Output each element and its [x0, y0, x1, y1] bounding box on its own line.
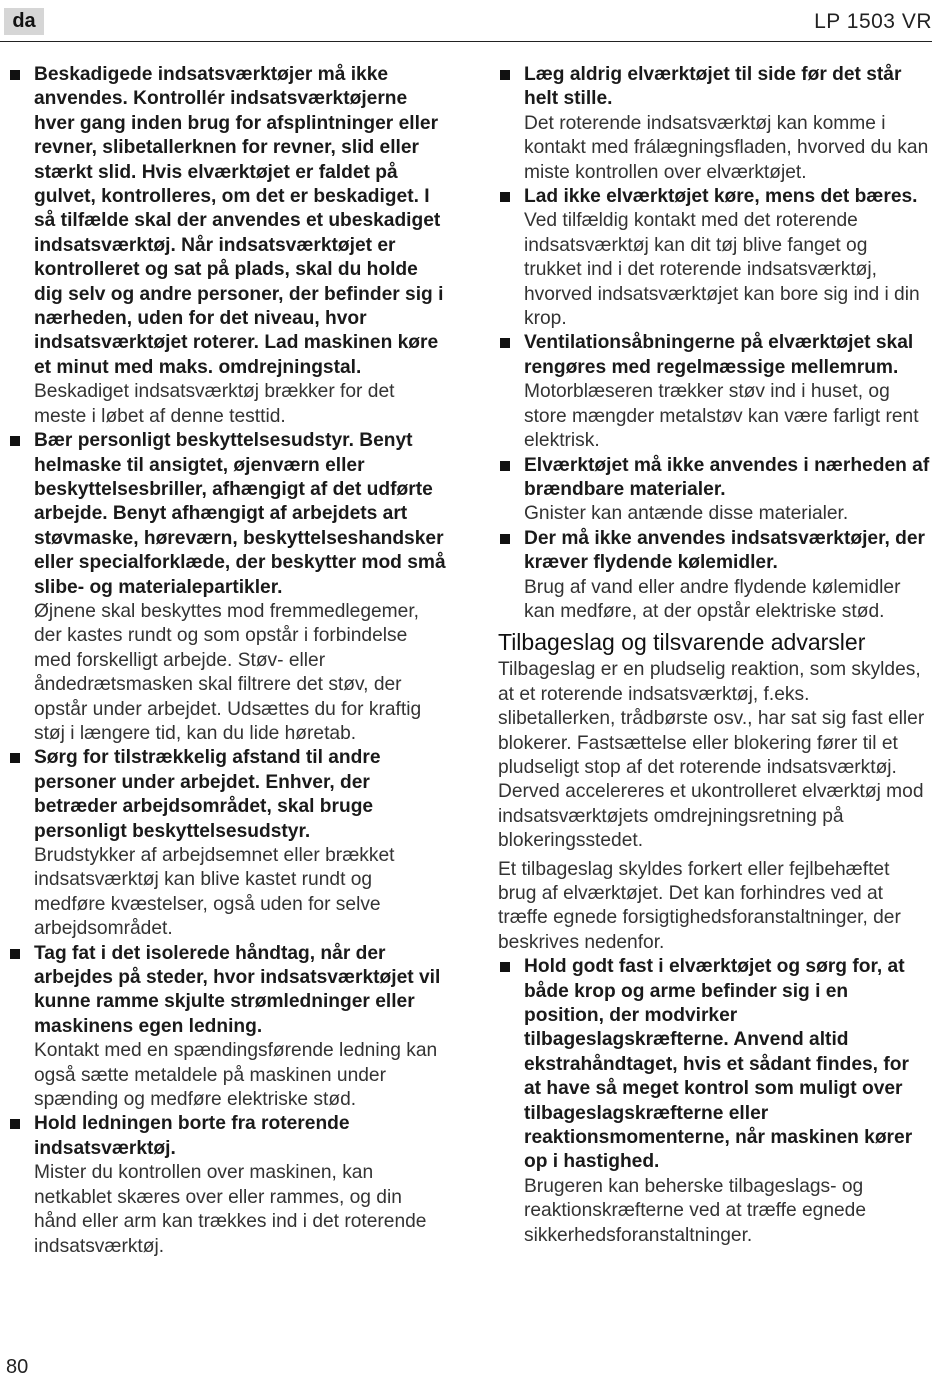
item-heading: Beskadigede indsatsværktøjer må ikke anvendes. Kontrollér indsatsværktøjerne hver gang inden brug for afsplintninger eller revner, slibetallerknen for revner, slid eller stærkt slid. Hvis elværktøjet er faldet på gulvet, kontrolleres, om det er beskadiget. I så tilfælde skal der anvendes et ubeskadiget indsatsværktøj. Når indsatsværktøjet er kontrolleret og sat på plads, skal du holde dig selv og andre personer, der befinder sig i nærheden, uden for det niveau, hvor indsatsværktøjet roterer. Lad maskinen køre et minut med maks. omdrejningstal.: [34, 64, 444, 378]
list-item: [498, 63, 930, 185]
square-bullet-icon: [500, 962, 510, 972]
square-bullet-icon: [10, 436, 20, 446]
square-bullet-icon: [500, 461, 510, 471]
item-detail: Brudstykker af arbejdsemnet eller brækket indsatsværktøj kan blive kastet rundt og medføre kvæstelser, også uden for selve arbejdsområdet.: [34, 845, 395, 940]
list-item: [498, 454, 930, 527]
item-detail: Øjnene skal beskyttes mod fremmedlegemer, der kastes rundt og som opstår i forbindelse med forskelligt arbejde. Støv- eller åndedrætsmasken skal filtrere det støv, der opstår under arbejdet. Udsættes du for kraftig støj i længere tid, kan du lide høretab.: [34, 600, 422, 744]
section-title: Tilbageslag og tilsvarende advarsler: [498, 629, 866, 656]
list-item: [498, 527, 930, 625]
list-item: [498, 955, 930, 1248]
item-heading: Tag fat i det isolerede håndtag, når der arbejdes på steder, hvor indsatsværktøjet vil kunne ramme skjulte strømledninger eller maskinens egen ledning.: [34, 942, 441, 1037]
square-bullet-icon: [10, 949, 20, 959]
item-detail: Kontakt med en spændingsførende ledning kan også sætte metaldele på maskinen under spænding og medføre elektriske stød.: [34, 1040, 438, 1111]
list-item: [8, 429, 448, 746]
page-header: [0, 0, 950, 44]
list-item: [498, 185, 930, 331]
list-item: [8, 942, 448, 1113]
item-heading: Lad ikke elværktøjet køre, mens det bæres.: [524, 186, 918, 208]
right-column: [498, 63, 930, 1248]
item-detail: Motorblæseren trækker støv ind i huset, og store mængder metalstøv kan være farligt rent elektrisk.: [524, 381, 919, 452]
language-badge: da: [4, 8, 44, 35]
square-bullet-icon: [500, 192, 510, 202]
list-item: [8, 63, 448, 429]
header-divider: [0, 41, 932, 42]
item-heading: Sørg for tilstrækkelig afstand til andre personer under arbejdet. Enhver, der betræder arbejdsområdet, skal bruge personligt beskyttelsesudstyr.: [34, 747, 381, 842]
item-heading: Hold ledningen borte fra roterende indsatsværktøj.: [34, 1113, 350, 1159]
list-item: [498, 331, 930, 453]
square-bullet-icon: [500, 338, 510, 348]
item-detail: Gnister kan antænde disse materialer.: [524, 503, 849, 525]
model-name: LP 1503 VR: [814, 10, 932, 33]
section-paragraph: Tilbageslag er en pludselig reaktion, som skyldes, at et roterende indsatsværktøj, f.eks. slibetallerken, trådbørste osv., har sat sig fast eller blokerer. Fastsættelse eller blokering fører til et pludseligt stop af det roterende indsatsværktøj. Derved accelereres et ukontrolleret elværktøj mod indsatsværktøjets omdrejningsretning på blokeringsstedet.: [498, 659, 925, 852]
left-column: [8, 63, 448, 1259]
item-heading: Læg aldrig elværktøjet til side før det står helt stille.: [524, 64, 902, 110]
item-detail: Mister du kontrollen over maskinen, kan netkablet skæres over eller rammes, og din hånd eller arm kan trækkes ind i det roterende indsatsværktøj.: [34, 1162, 427, 1257]
item-detail: Det roterende indsatsværktøj kan komme i kontakt med frálægningsfladen, hvorved du kan miste kontrollen over elværktøjet.: [524, 112, 929, 183]
square-bullet-icon: [10, 753, 20, 763]
item-heading: Elværktøjet må ikke anvendes i nærheden af brændbare materialer.: [524, 454, 930, 500]
item-detail: Beskadiget indsatsværktøj brækker for det meste i løbet af denne testtid.: [34, 381, 395, 427]
item-heading: Bær personligt beskyttelsesudstyr. Benyt helmaske til ansigtet, øjenværn eller beskyttelsesbriller, afhængigt af det udførte arbejde. Benyt afhængigt af arbejdets art støvmaske, høreværn, beskyttelseshandsker eller specialforklæde, der beskytter mod små slibe- og materialepartikler.: [34, 430, 446, 598]
square-bullet-icon: [10, 70, 20, 80]
item-detail: Brug af vand eller andre flydende kølemidler kan medføre, at der opstår elektriske stød.: [524, 576, 901, 622]
section-paragraph: Et tilbageslag skyldes forkert eller fejlbehæftet brug af elværktøjet. Det kan forhindres ved at træffe egnede forsigtighedsforanstaltninger, der beskrives nedenfor.: [498, 858, 901, 953]
item-heading: Der må ikke anvendes indsatsværktøjer, der kræver flydende kølemidler.: [524, 527, 925, 574]
item-heading: Ventilationsåbningerne på elværktøjet skal rengøres med regelmæssige mellemrum.: [524, 332, 914, 378]
list-item: [8, 1112, 448, 1258]
square-bullet-icon: [10, 1119, 20, 1129]
item-detail: Brugeren kan beherske tilbageslags- og reaktionskræfterne ved at træffe egnede sikkerhedsforanstaltninger.: [524, 1175, 867, 1246]
square-bullet-icon: [500, 70, 510, 80]
item-detail: Ved tilfældig kontakt med det roterende indsatsværktøj kan dit tøj blive fanget og trukket ind i det roterende indsatsværktøj, hvorved indsatsværktøjet kan bore sig ind i din krop.: [524, 210, 920, 330]
square-bullet-icon: [500, 534, 510, 544]
page-number: 80: [6, 1356, 29, 1378]
list-item: [8, 746, 448, 941]
item-heading: Hold godt fast i elværktøjet og sørg for, at både krop og arme befinder sig i en position, der modvirker tilbageslagskræfterne. Anvend altid ekstrahåndtaget, hvis et sådant findes, for at have så meget kontrol som muligt over tilbageslagskræfterne eller reaktionsmomenterne, når maskinen kører op i hastighed.: [524, 956, 913, 1173]
